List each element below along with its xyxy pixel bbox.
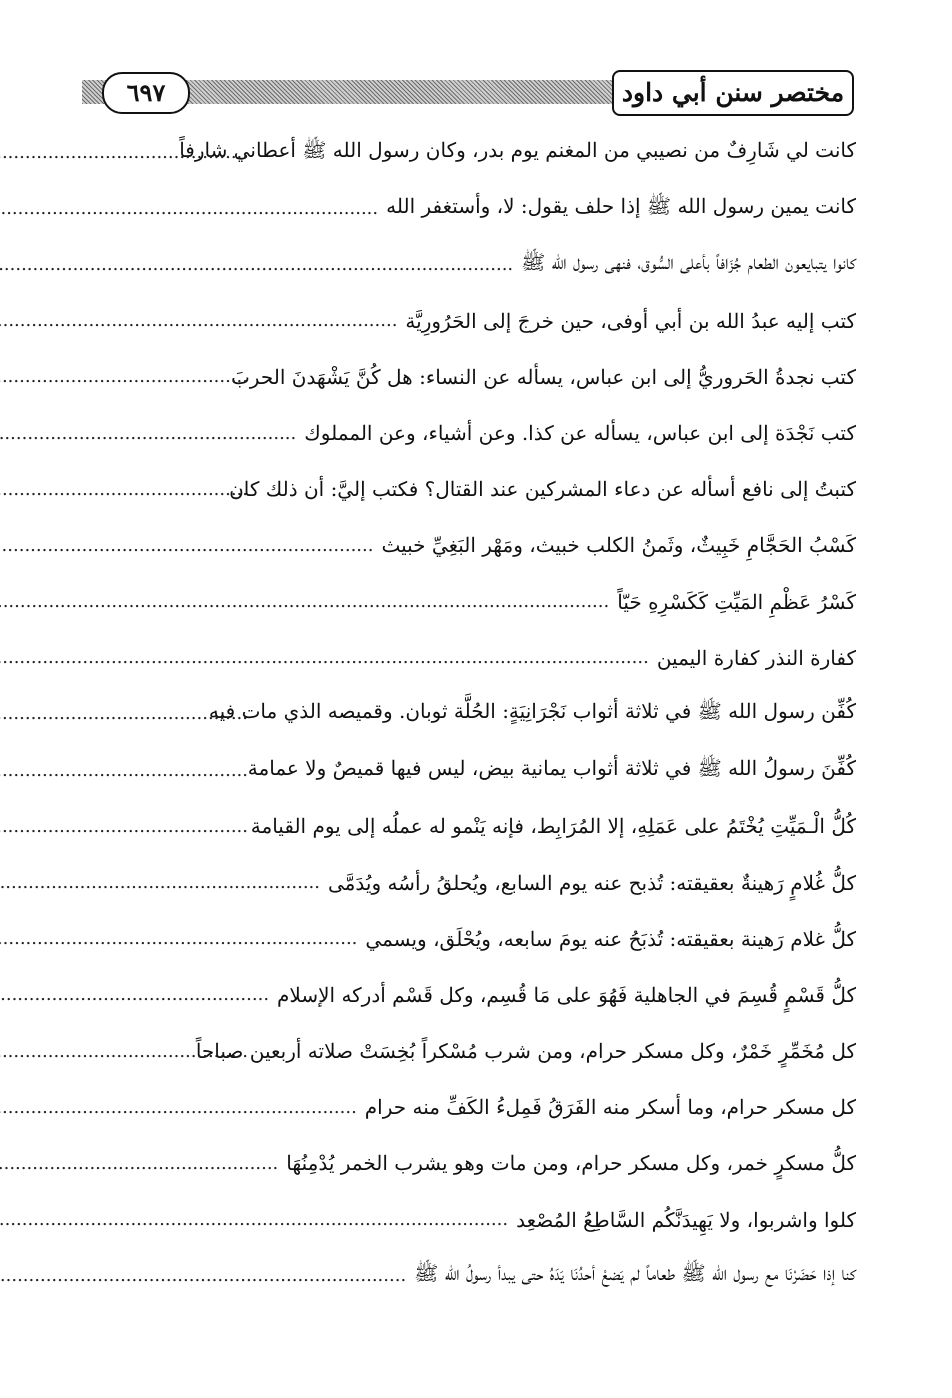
entry-text: كتب نَجْدَة إلى ابن عباس، يسأله عن كذا. وعن أشياء، وعن المملوك [304, 421, 856, 446]
entry-text: كلوا واشربوا، ولا يَهِيدَنَّكُم السَّاطِعُ المُصْعِد [516, 1207, 856, 1232]
leader-dots [0, 591, 609, 612]
index-entry [86, 967, 856, 1023]
index-entry [86, 911, 856, 967]
leader-dots [0, 254, 513, 275]
index-entry [86, 236, 856, 292]
index-entry [86, 517, 856, 573]
index-list [86, 124, 856, 1304]
leader-dots [0, 310, 397, 331]
entry-text: كفارة النذر كفارة اليمين [656, 645, 856, 670]
index-entry [86, 742, 856, 798]
page-header [82, 70, 854, 114]
book-title: مختصر سنن أبي داود [612, 70, 854, 116]
entry-text: كُلُّ الْـمَيِّتِ يُخْتَمُ على عَمَلِهِ، إلا المُرَابِط، فإنه يَنْمو له عملُه إلى يوم القيامة [250, 814, 856, 839]
index-entry [86, 180, 856, 236]
leader-dots [0, 984, 269, 1005]
entry-text: كانوا يتبايعون الطعام جُزَافاً بأعلى السُّوق، فنهى رسول الله ﷺ [521, 249, 856, 274]
leader-dots [0, 760, 248, 781]
index-entry [86, 1079, 856, 1135]
leader-dots [0, 535, 373, 556]
entry-text: كانت يمين رسول الله ﷺ إذا حلف يقول: لا، وأستغفر الله [386, 193, 856, 218]
entry-text: كلُّ قَسْمٍ قُسِمَ في الجاهلية فَهُوَ على مَا قُسِم، وكل قَسْم أدركه الإسلام [277, 982, 856, 1007]
entry-text: كلُّ غلام رَهينة بعقيقته: تُذبَحُ عنه يومَ سابعه، ويُحْلَق، ويسمي [365, 926, 856, 951]
leader-dots [0, 1041, 248, 1062]
leader-dots [0, 703, 248, 724]
index-entry [86, 1192, 856, 1248]
entry-text: كنا إذا حَضَرْنَا مع رسول الله ﷺ طعاماً لم يَضعْ أحدُنَا يَدَهُ حتى يبدأ رسولُ الله ﷺ [414, 1261, 856, 1286]
entry-text: كل مسكر حرام، وما أسكر منه الفَرَقُ فَمِلءُ الكَفِّ منه حرام [364, 1095, 856, 1120]
page-number: ٦٩٧ [102, 72, 190, 114]
index-entry [86, 798, 856, 854]
index-entry [86, 349, 856, 405]
index-entry [86, 1135, 856, 1191]
index-entry [86, 1023, 856, 1079]
index-entry [86, 461, 856, 517]
entry-text: كتب إليه عبدُ الله بن أبي أوفى، حين خرجَ إلى الحَرُورِيَّة [405, 308, 856, 333]
entry-text: كتب نجدةُ الحَروريُّ إلى ابن عباس، يسأله عن النساء: هل كُنَّ يَشْهَدنَ الحربَ [230, 364, 856, 389]
entry-text: كَسْرُ عَظْمِ المَيِّتِ كَكَسْرِهِ حَيّاً [617, 589, 856, 614]
leader-dots [0, 423, 296, 444]
index-entry [86, 1248, 856, 1304]
entry-text: كانت لي شَارِفٌ من نصيبي من المغنم يوم بدر، وكان رسول الله ﷺ أعطاني شارفاً [179, 137, 856, 162]
index-entry [86, 854, 856, 910]
entry-text: كَسْبُ الحَجَّامِ خَبِيثٌ، وثَمنُ الكلب خبيث، ومَهْر البَغِيِّ خبيث [381, 533, 856, 558]
leader-dots [0, 1265, 406, 1286]
index-entry [86, 293, 856, 349]
entry-text: كُفِّن رسول الله ﷺ في ثلاثة أثواب نَجْرَانِيَةٍ: الحُلَّة ثوبان. وقميصه الذي مات فيه [208, 699, 856, 724]
entry-text: كلُّ مسكرٍ خمر، وكل مسكر حرام، ومن مات وهو يشرب الخمر يُدْمِنُهَا [286, 1151, 856, 1176]
index-entry [86, 686, 856, 742]
entry-text: كُفِّنَ رسولُ الله ﷺ في ثلاثة أثواب يمانية بيض، ليس فيها قميصٌ ولا عمامة [247, 755, 856, 780]
index-entry [86, 405, 856, 461]
leader-dots [0, 1209, 508, 1230]
leader-dots [0, 872, 320, 893]
leader-dots [0, 1153, 278, 1174]
leader-dots [0, 142, 248, 163]
entry-text: كل مُخَمِّرٍ خَمْرٌ، وكل مسكر حرام، ومن شرب مُسْكراً بُخِسَتْ صلاته أربعين صباحاً [195, 1039, 856, 1064]
index-entry [86, 630, 856, 686]
leader-dots [0, 198, 378, 219]
leader-dots [0, 647, 649, 668]
leader-dots [0, 479, 248, 500]
index-entry [86, 574, 856, 630]
entry-text: كلُّ غُلامٍ رَهينةٌ بعقيقته: تُذبح عنه يوم السابع، ويُحلقُ رأسُه ويُدَمَّى [328, 870, 856, 895]
leader-dots [0, 1097, 357, 1118]
entry-text: كتبتُ إلى نافع أسأله عن دعاء المشركين عند القتال؟ فكتب إليَّ: أن ذلك كان [229, 477, 856, 502]
leader-dots [0, 816, 248, 837]
leader-dots [0, 366, 248, 387]
index-entry [86, 124, 856, 180]
leader-dots [0, 928, 357, 949]
